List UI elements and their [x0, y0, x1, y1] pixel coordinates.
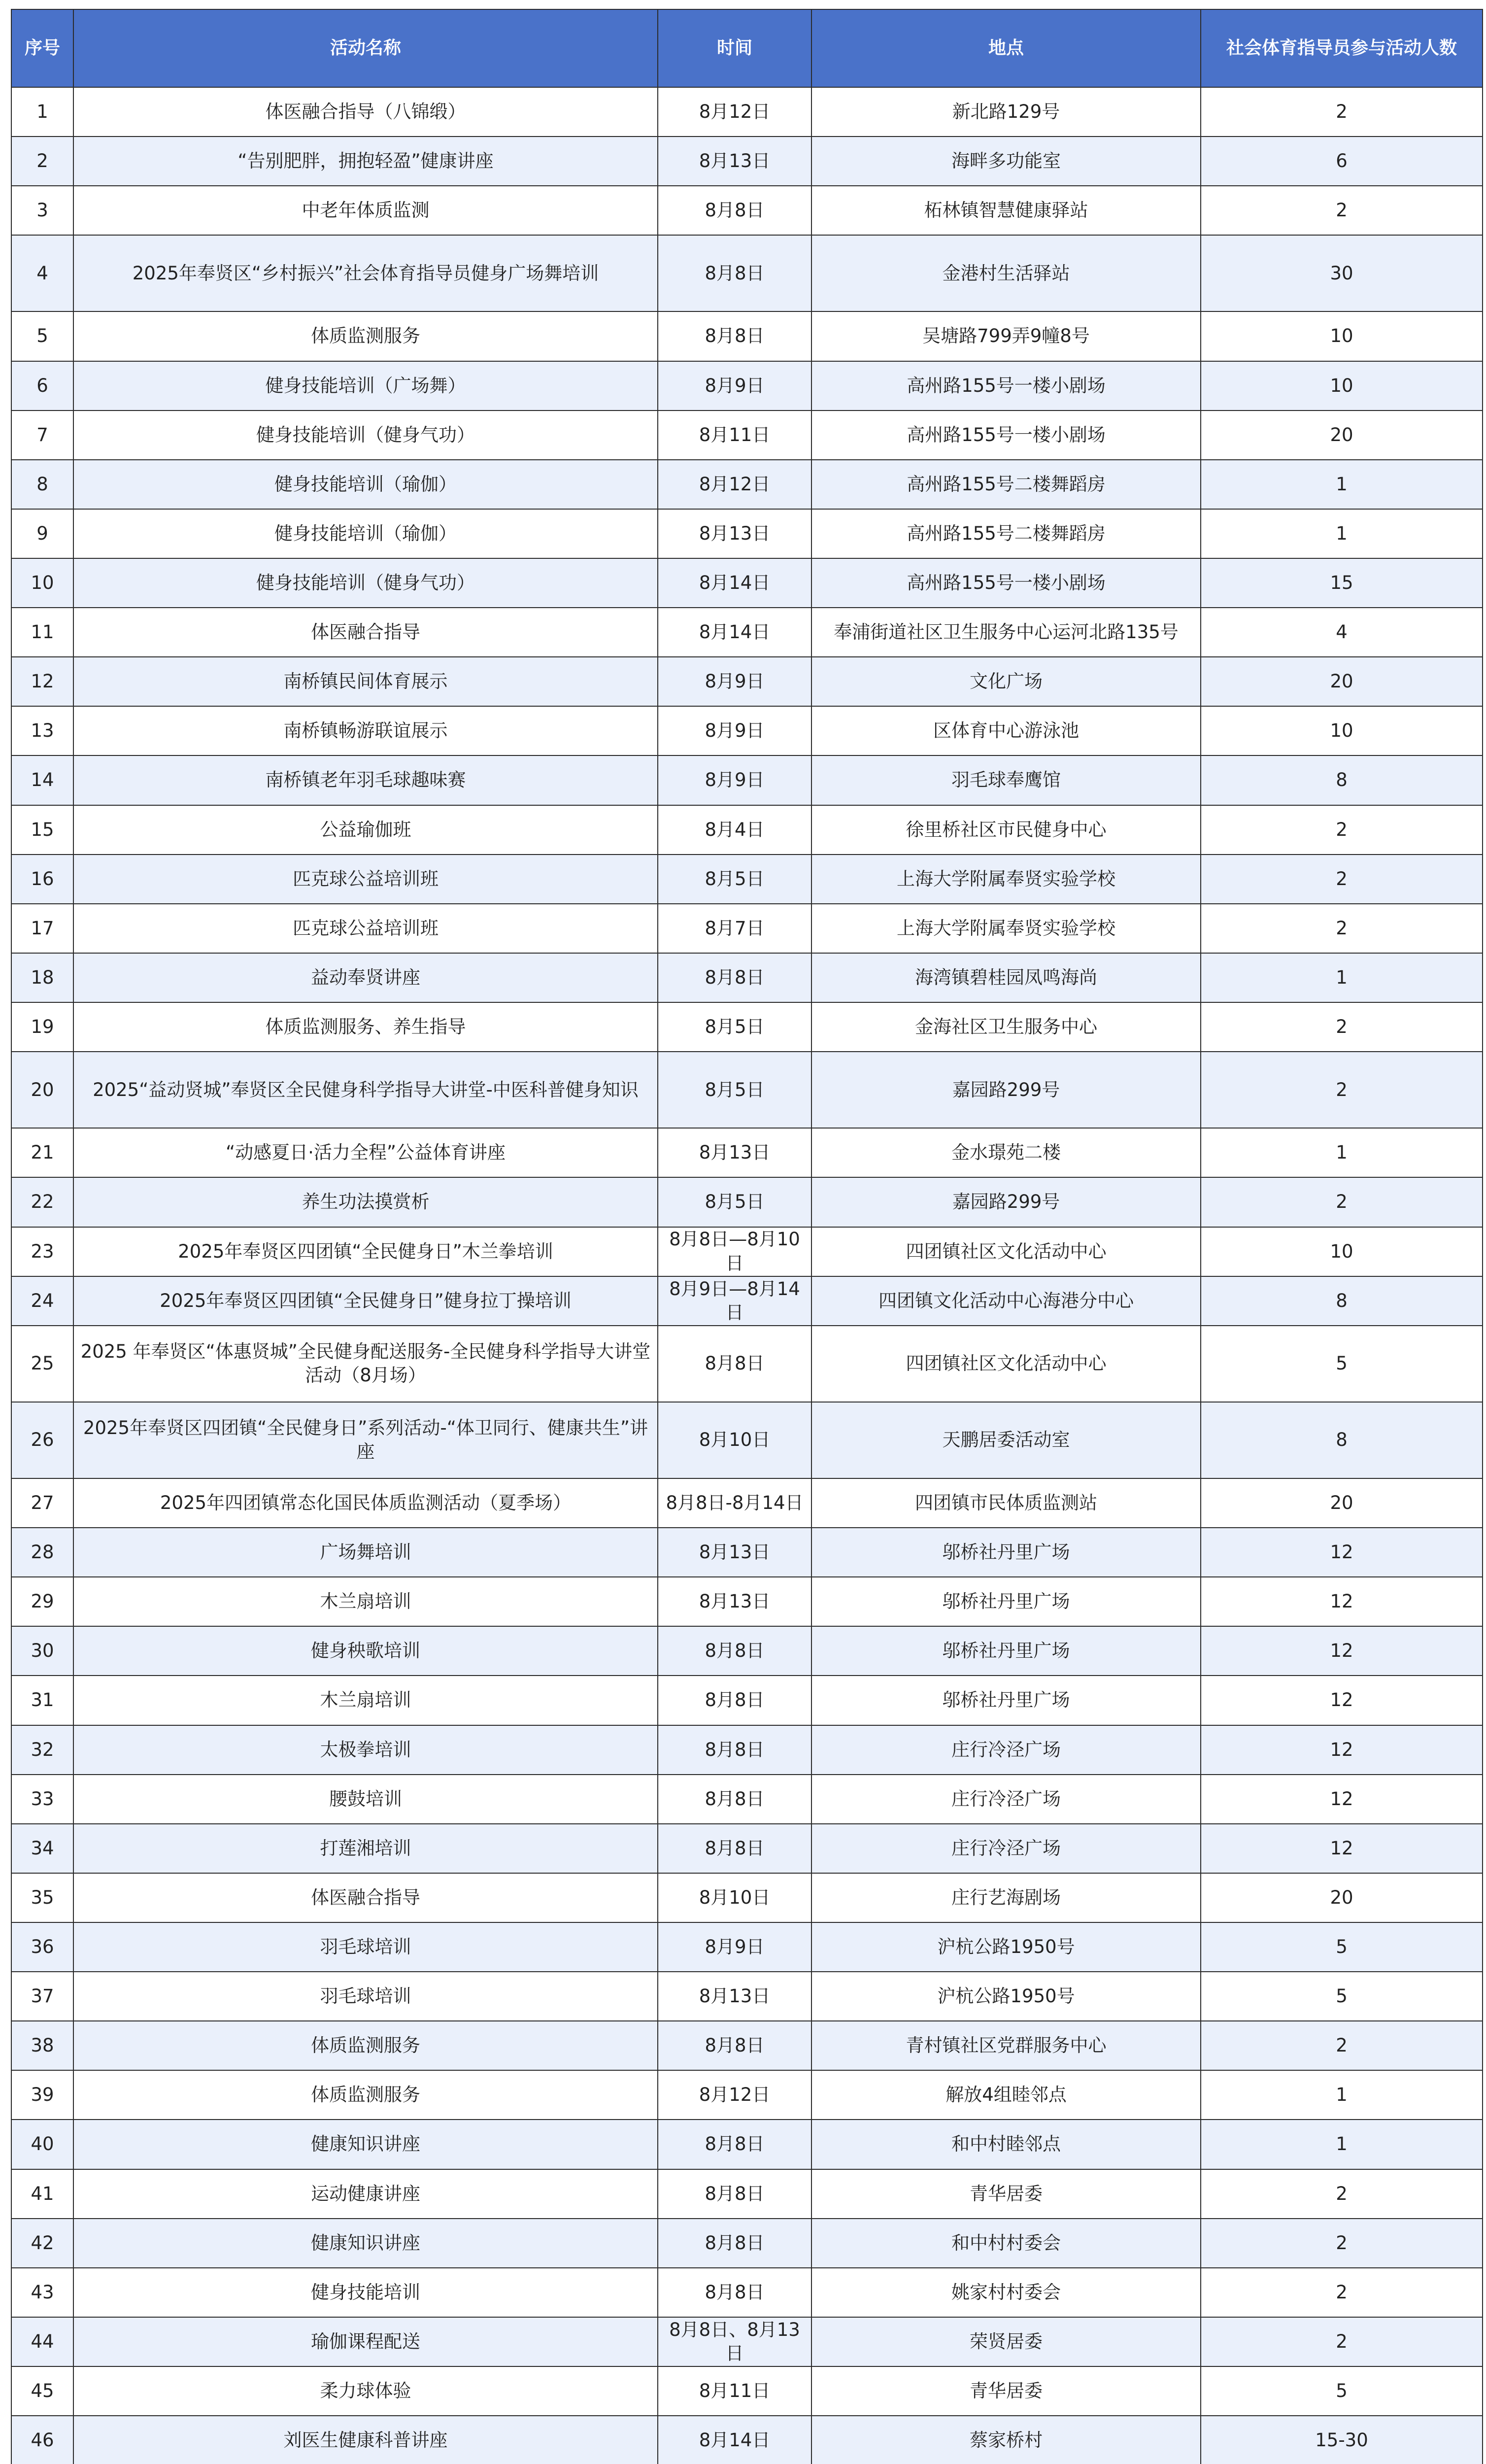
cell-participant-count: 12	[1201, 1626, 1483, 1676]
cell-participant-count: 2	[1201, 1052, 1483, 1128]
cell-time: 8月13日	[658, 137, 811, 186]
cell-activity-name: 体医融合指导（八锦缎）	[73, 87, 658, 137]
cell-index: 30	[11, 1626, 73, 1676]
cell-activity-name: 健身技能培训（瑜伽）	[73, 460, 658, 509]
cell-activity-name: 体质监测服务	[73, 2070, 658, 2120]
cell-activity-name: 健康知识讲座	[73, 2219, 658, 2268]
cell-time: 8月8日	[658, 1326, 811, 1402]
header-row	[11, 9, 1483, 87]
cell-participant-count: 20	[1201, 657, 1483, 706]
cell-activity-name: “告别肥胖，拥抱轻盈”健康讲座	[73, 137, 658, 186]
cell-time: 8月9日	[658, 361, 811, 411]
cell-activity-name: 公益瑜伽班	[73, 805, 658, 855]
cell-time: 8月8日、8月13日	[658, 2317, 811, 2366]
table-row	[11, 509, 1483, 558]
cell-participant-count: 1	[1201, 2070, 1483, 2120]
cell-activity-name: “动感夏日·活力全程”公益体育讲座	[73, 1128, 658, 1177]
cell-time: 8月8日	[658, 1626, 811, 1676]
cell-location: 奉浦街道社区卫生服务中心运河北路135号	[811, 608, 1201, 657]
cell-activity-name: 健身技能培训	[73, 2268, 658, 2317]
cell-time: 8月14日	[658, 608, 811, 657]
cell-index: 6	[11, 361, 73, 411]
cell-index: 41	[11, 2169, 73, 2219]
cell-index: 44	[11, 2317, 73, 2366]
cell-location: 邬桥社丹里广场	[811, 1528, 1201, 1577]
cell-time: 8月9日	[658, 657, 811, 706]
cell-location: 庄行冷泾广场	[811, 1775, 1201, 1824]
cell-location: 上海大学附属奉贤实验学校	[811, 855, 1201, 904]
cell-time: 8月11日	[658, 411, 811, 460]
cell-activity-name: 养生功法摸赏析	[73, 1177, 658, 1227]
cell-index: 17	[11, 904, 73, 953]
cell-location: 沪杭公路1950号	[811, 1972, 1201, 2021]
cell-time: 8月8日	[658, 2120, 811, 2169]
table-row	[11, 186, 1483, 235]
table-row	[11, 1922, 1483, 1972]
cell-activity-name: 体质监测服务、养生指导	[73, 1002, 658, 1052]
table-row	[11, 855, 1483, 904]
cell-participant-count: 12	[1201, 1528, 1483, 1577]
cell-location: 邬桥社丹里广场	[811, 1626, 1201, 1676]
cell-index: 38	[11, 2021, 73, 2070]
cell-activity-name: 太极拳培训	[73, 1725, 658, 1775]
cell-time: 8月12日	[658, 2070, 811, 2120]
table-row	[11, 411, 1483, 460]
cell-time: 8月5日	[658, 1052, 811, 1128]
cell-index: 14	[11, 755, 73, 805]
cell-time: 8月7日	[658, 904, 811, 953]
cell-time: 8月11日	[658, 2366, 811, 2416]
table-row	[11, 2070, 1483, 2120]
cell-time: 8月14日	[658, 558, 811, 608]
cell-location: 庄行冷泾广场	[811, 1824, 1201, 1873]
table-row	[11, 657, 1483, 706]
cell-participant-count: 20	[1201, 1873, 1483, 1922]
cell-participant-count: 5	[1201, 2366, 1483, 2416]
cell-participant-count: 5	[1201, 1326, 1483, 1402]
cell-index: 1	[11, 87, 73, 137]
cell-participant-count: 2	[1201, 904, 1483, 953]
table-row	[11, 361, 1483, 411]
table-row	[11, 1402, 1483, 1478]
cell-index: 12	[11, 657, 73, 706]
cell-activity-name: 2025年奉贤区四团镇“全民健身日”健身拉丁操培训	[73, 1276, 658, 1326]
cell-index: 4	[11, 235, 73, 311]
cell-participant-count: 1	[1201, 953, 1483, 1002]
cell-activity-name: 南桥镇畅游联谊展示	[73, 706, 658, 755]
cell-location: 海畔多功能室	[811, 137, 1201, 186]
table-row	[11, 2268, 1483, 2317]
cell-location: 新北路129号	[811, 87, 1201, 137]
cell-location: 嘉园路299号	[811, 1052, 1201, 1128]
cell-index: 23	[11, 1227, 73, 1276]
cell-time: 8月8日	[658, 2169, 811, 2219]
header-location: 地点	[811, 9, 1201, 87]
table-row	[11, 1227, 1483, 1276]
cell-participant-count: 12	[1201, 1775, 1483, 1824]
cell-activity-name: 2025年四团镇常态化国民体质监测活动（夏季场）	[73, 1478, 658, 1528]
table-row	[11, 1626, 1483, 1676]
cell-index: 45	[11, 2366, 73, 2416]
cell-index: 34	[11, 1824, 73, 1873]
cell-activity-name: 2025年奉贤区“乡村振兴”社会体育指导员健身广场舞培训	[73, 235, 658, 311]
cell-participant-count: 15-30	[1201, 2416, 1483, 2464]
cell-index: 33	[11, 1775, 73, 1824]
cell-time: 8月5日	[658, 1002, 811, 1052]
table-header	[11, 9, 1483, 87]
cell-participant-count: 2	[1201, 186, 1483, 235]
header-activity-name: 活动名称	[73, 9, 658, 87]
cell-location: 邬桥社丹里广场	[811, 1577, 1201, 1626]
cell-participant-count: 2	[1201, 805, 1483, 855]
cell-index: 18	[11, 953, 73, 1002]
cell-participant-count: 2	[1201, 855, 1483, 904]
cell-activity-name: 运动健康讲座	[73, 2169, 658, 2219]
cell-location: 徐里桥社区市民健身中心	[811, 805, 1201, 855]
cell-time: 8月10日	[658, 1402, 811, 1478]
cell-location: 羽毛球奉鹰馆	[811, 755, 1201, 805]
cell-location: 庄行艺海剧场	[811, 1873, 1201, 1922]
cell-participant-count: 8	[1201, 1276, 1483, 1326]
cell-location: 和中村睦邻点	[811, 2120, 1201, 2169]
table-row	[11, 2120, 1483, 2169]
cell-index: 37	[11, 1972, 73, 2021]
cell-time: 8月8日	[658, 2268, 811, 2317]
cell-location: 高州路155号一楼小剧场	[811, 558, 1201, 608]
cell-participant-count: 2	[1201, 2219, 1483, 2268]
cell-location: 青华居委	[811, 2366, 1201, 2416]
cell-participant-count: 8	[1201, 1402, 1483, 1478]
table-row	[11, 608, 1483, 657]
cell-activity-name: 体质监测服务	[73, 2021, 658, 2070]
cell-index: 2	[11, 137, 73, 186]
cell-time: 8月5日	[658, 1177, 811, 1227]
cell-location: 邬桥社丹里广场	[811, 1676, 1201, 1725]
cell-index: 9	[11, 509, 73, 558]
cell-participant-count: 10	[1201, 361, 1483, 411]
cell-participant-count: 2	[1201, 1002, 1483, 1052]
cell-time: 8月13日	[658, 1972, 811, 2021]
cell-index: 24	[11, 1276, 73, 1326]
cell-activity-name: 体质监测服务	[73, 311, 658, 361]
cell-location: 嘉园路299号	[811, 1177, 1201, 1227]
cell-participant-count: 1	[1201, 2120, 1483, 2169]
table-row	[11, 558, 1483, 608]
cell-activity-name: 2025年奉贤区四团镇“全民健身日”系列活动-“体卫同行、健康共生”讲座	[73, 1402, 658, 1478]
table-row	[11, 1824, 1483, 1873]
cell-participant-count: 2	[1201, 1177, 1483, 1227]
cell-index: 15	[11, 805, 73, 855]
cell-activity-name: 益动奉贤讲座	[73, 953, 658, 1002]
table-row	[11, 706, 1483, 755]
cell-participant-count: 10	[1201, 1227, 1483, 1276]
cell-participant-count: 5	[1201, 1972, 1483, 2021]
cell-time: 8月13日	[658, 1528, 811, 1577]
cell-index: 25	[11, 1326, 73, 1402]
cell-time: 8月8日	[658, 235, 811, 311]
cell-location: 姚家村村委会	[811, 2268, 1201, 2317]
cell-participant-count: 4	[1201, 608, 1483, 657]
cell-location: 青村镇社区党群服务中心	[811, 2021, 1201, 2070]
cell-activity-name: 瑜伽课程配送	[73, 2317, 658, 2366]
cell-location: 高州路155号一楼小剧场	[811, 411, 1201, 460]
cell-location: 庄行冷泾广场	[811, 1725, 1201, 1775]
cell-participant-count: 5	[1201, 1922, 1483, 1972]
cell-time: 8月9日—8月14日	[658, 1276, 811, 1326]
cell-time: 8月12日	[658, 460, 811, 509]
cell-participant-count: 30	[1201, 235, 1483, 311]
cell-participant-count: 12	[1201, 1725, 1483, 1775]
table-row	[11, 2219, 1483, 2268]
header-time: 时间	[658, 9, 811, 87]
table-row	[11, 1478, 1483, 1528]
cell-participant-count: 2	[1201, 2317, 1483, 2366]
cell-time: 8月8日	[658, 1775, 811, 1824]
cell-location: 四团镇市民体质监测站	[811, 1478, 1201, 1528]
cell-time: 8月8日—8月10日	[658, 1227, 811, 1276]
cell-location: 金海社区卫生服务中心	[811, 1002, 1201, 1052]
cell-activity-name: 健康知识讲座	[73, 2120, 658, 2169]
table-row	[11, 1002, 1483, 1052]
cell-participant-count: 12	[1201, 1824, 1483, 1873]
cell-time: 8月12日	[658, 87, 811, 137]
cell-index: 32	[11, 1725, 73, 1775]
activity-table	[11, 9, 1483, 2464]
cell-activity-name: 中老年体质监测	[73, 186, 658, 235]
table-row	[11, 2021, 1483, 2070]
cell-activity-name: 腰鼓培训	[73, 1775, 658, 1824]
cell-location: 上海大学附属奉贤实验学校	[811, 904, 1201, 953]
table-row	[11, 953, 1483, 1002]
cell-activity-name: 木兰扇培训	[73, 1676, 658, 1725]
cell-participant-count: 1	[1201, 509, 1483, 558]
table-row	[11, 87, 1483, 137]
cell-time: 8月9日	[658, 1922, 811, 1972]
cell-participant-count: 10	[1201, 311, 1483, 361]
table-row	[11, 311, 1483, 361]
cell-participant-count: 2	[1201, 2268, 1483, 2317]
cell-activity-name: 体医融合指导	[73, 1873, 658, 1922]
cell-participant-count: 2	[1201, 2021, 1483, 2070]
header-participant-count: 社会体育指导员参与活动人数	[1201, 9, 1483, 87]
cell-participant-count: 2	[1201, 2169, 1483, 2219]
cell-index: 29	[11, 1577, 73, 1626]
cell-location: 蔡家桥村	[811, 2416, 1201, 2464]
cell-time: 8月8日	[658, 1725, 811, 1775]
cell-participant-count: 12	[1201, 1676, 1483, 1725]
table-row	[11, 805, 1483, 855]
table-row	[11, 460, 1483, 509]
cell-location: 四团镇社区文化活动中心	[811, 1326, 1201, 1402]
table-row	[11, 1326, 1483, 1402]
cell-index: 35	[11, 1873, 73, 1922]
cell-index: 3	[11, 186, 73, 235]
cell-location: 吴塘路799弄9幢8号	[811, 311, 1201, 361]
cell-index: 39	[11, 2070, 73, 2120]
cell-index: 43	[11, 2268, 73, 2317]
cell-activity-name: 体医融合指导	[73, 608, 658, 657]
table-row	[11, 1676, 1483, 1725]
table-row	[11, 1128, 1483, 1177]
cell-location: 金港村生活驿站	[811, 235, 1201, 311]
cell-time: 8月5日	[658, 855, 811, 904]
cell-location: 四团镇社区文化活动中心	[811, 1227, 1201, 1276]
table-row	[11, 2169, 1483, 2219]
cell-time: 8月13日	[658, 1577, 811, 1626]
cell-time: 8月4日	[658, 805, 811, 855]
cell-activity-name: 南桥镇民间体育展示	[73, 657, 658, 706]
cell-location: 四团镇文化活动中心海港分中心	[811, 1276, 1201, 1326]
cell-index: 8	[11, 460, 73, 509]
cell-time: 8月8日	[658, 311, 811, 361]
cell-time: 8月8日-8月14日	[658, 1478, 811, 1528]
cell-activity-name: 羽毛球培训	[73, 1922, 658, 1972]
cell-activity-name: 南桥镇老年羽毛球趣味赛	[73, 755, 658, 805]
cell-index: 19	[11, 1002, 73, 1052]
table-row	[11, 2317, 1483, 2366]
cell-index: 42	[11, 2219, 73, 2268]
cell-activity-name: 2025“益动贤城”奉贤区全民健身科学指导大讲堂-中医科普健身知识	[73, 1052, 658, 1128]
cell-index: 7	[11, 411, 73, 460]
cell-time: 8月9日	[658, 755, 811, 805]
cell-time: 8月13日	[658, 1128, 811, 1177]
cell-activity-name: 匹克球公益培训班	[73, 904, 658, 953]
cell-activity-name: 广场舞培训	[73, 1528, 658, 1577]
cell-time: 8月10日	[658, 1873, 811, 1922]
cell-location: 天鹏居委活动室	[811, 1402, 1201, 1478]
cell-index: 13	[11, 706, 73, 755]
cell-activity-name: 匹克球公益培训班	[73, 855, 658, 904]
cell-index: 28	[11, 1528, 73, 1577]
cell-activity-name: 健身技能培训（广场舞）	[73, 361, 658, 411]
cell-activity-name: 2025 年奉贤区“体惠贤城”全民健身配送服务-全民健身科学指导大讲堂活动（8月场）	[73, 1326, 658, 1402]
cell-participant-count: 8	[1201, 755, 1483, 805]
cell-location: 高州路155号一楼小剧场	[811, 361, 1201, 411]
cell-activity-name: 健身技能培训（健身气功）	[73, 411, 658, 460]
cell-index: 21	[11, 1128, 73, 1177]
cell-location: 荣贤居委	[811, 2317, 1201, 2366]
cell-index: 5	[11, 311, 73, 361]
cell-location: 高州路155号二楼舞蹈房	[811, 509, 1201, 558]
cell-index: 31	[11, 1676, 73, 1725]
cell-participant-count: 20	[1201, 1478, 1483, 1528]
cell-index: 11	[11, 608, 73, 657]
cell-participant-count: 2	[1201, 87, 1483, 137]
cell-location: 文化广场	[811, 657, 1201, 706]
table-row	[11, 904, 1483, 953]
cell-location: 和中村村委会	[811, 2219, 1201, 2268]
cell-time: 8月8日	[658, 186, 811, 235]
cell-time: 8月14日	[658, 2416, 811, 2464]
table-row	[11, 1873, 1483, 1922]
cell-participant-count: 1	[1201, 460, 1483, 509]
table-row	[11, 1177, 1483, 1227]
table-row	[11, 1052, 1483, 1128]
table-row	[11, 1577, 1483, 1626]
cell-activity-name: 打莲湘培训	[73, 1824, 658, 1873]
cell-location: 解放4组睦邻点	[811, 2070, 1201, 2120]
table-row	[11, 1276, 1483, 1326]
cell-participant-count: 15	[1201, 558, 1483, 608]
cell-participant-count: 20	[1201, 411, 1483, 460]
cell-time: 8月8日	[658, 1824, 811, 1873]
cell-index: 26	[11, 1402, 73, 1478]
cell-index: 22	[11, 1177, 73, 1227]
cell-activity-name: 柔力球体验	[73, 2366, 658, 2416]
cell-activity-name: 刘医生健康科普讲座	[73, 2416, 658, 2464]
table-row	[11, 1775, 1483, 1824]
header-index: 序号	[11, 9, 73, 87]
activity-table-container	[11, 9, 1482, 2464]
cell-index: 20	[11, 1052, 73, 1128]
table-row	[11, 1528, 1483, 1577]
cell-location: 沪杭公路1950号	[811, 1922, 1201, 1972]
table-row	[11, 2416, 1483, 2464]
cell-activity-name: 健身秧歌培训	[73, 1626, 658, 1676]
cell-activity-name: 2025年奉贤区四团镇“全民健身日”木兰拳培训	[73, 1227, 658, 1276]
cell-time: 8月8日	[658, 2219, 811, 2268]
table-body	[11, 87, 1483, 2464]
cell-location: 金水璟苑二楼	[811, 1128, 1201, 1177]
cell-time: 8月8日	[658, 2021, 811, 2070]
cell-time: 8月8日	[658, 1676, 811, 1725]
table-row	[11, 755, 1483, 805]
cell-time: 8月8日	[658, 953, 811, 1002]
cell-index: 46	[11, 2416, 73, 2464]
cell-activity-name: 健身技能培训（瑜伽）	[73, 509, 658, 558]
cell-time: 8月9日	[658, 706, 811, 755]
table-row	[11, 1972, 1483, 2021]
table-row	[11, 137, 1483, 186]
cell-participant-count: 12	[1201, 1577, 1483, 1626]
cell-participant-count: 6	[1201, 137, 1483, 186]
cell-index: 16	[11, 855, 73, 904]
cell-participant-count: 10	[1201, 706, 1483, 755]
cell-location: 区体育中心游泳池	[811, 706, 1201, 755]
cell-index: 40	[11, 2120, 73, 2169]
cell-time: 8月13日	[658, 509, 811, 558]
cell-location: 海湾镇碧桂园凤鸣海尚	[811, 953, 1201, 1002]
cell-location: 高州路155号二楼舞蹈房	[811, 460, 1201, 509]
cell-participant-count: 1	[1201, 1128, 1483, 1177]
cell-activity-name: 羽毛球培训	[73, 1972, 658, 2021]
table-row	[11, 2366, 1483, 2416]
cell-index: 27	[11, 1478, 73, 1528]
cell-location: 青华居委	[811, 2169, 1201, 2219]
cell-index: 36	[11, 1922, 73, 1972]
table-row	[11, 1725, 1483, 1775]
cell-index: 10	[11, 558, 73, 608]
cell-location: 柘林镇智慧健康驿站	[811, 186, 1201, 235]
table-row	[11, 235, 1483, 311]
cell-activity-name: 木兰扇培训	[73, 1577, 658, 1626]
cell-activity-name: 健身技能培训（健身气功）	[73, 558, 658, 608]
